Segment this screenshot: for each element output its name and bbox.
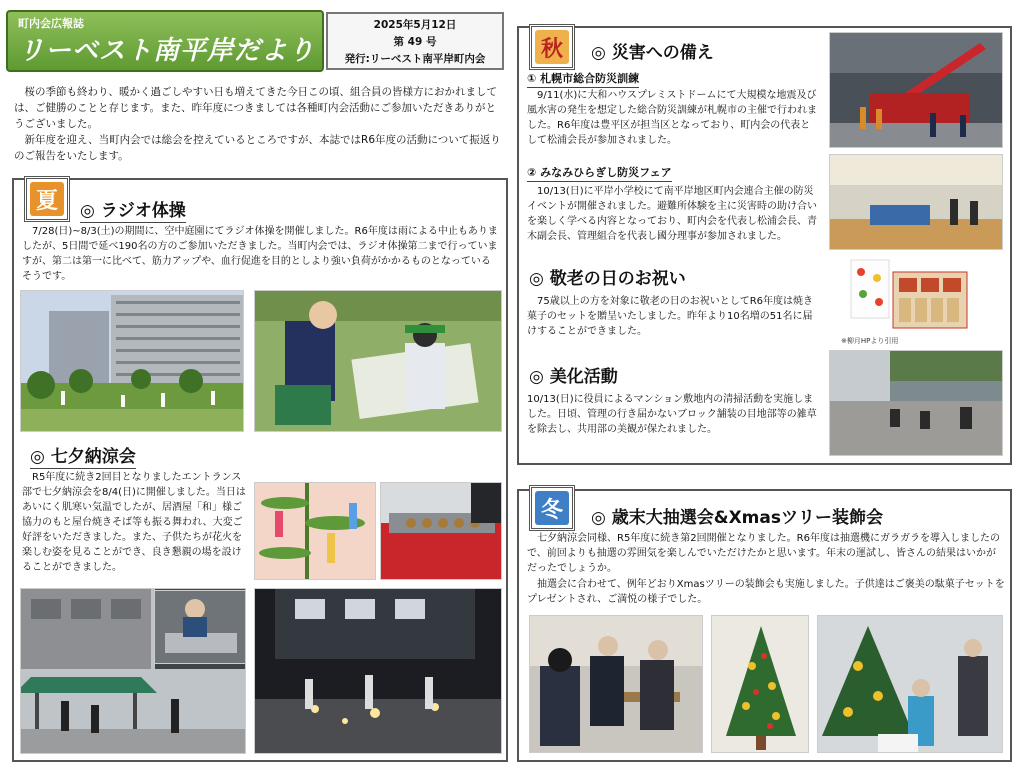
respect-gift-photo [849,254,971,336]
xmas-tree-photo [711,615,809,753]
beautify-cleaning-photo [829,350,1003,456]
radio-heading: ◎ ラジオ体操 [80,196,186,223]
tanabata-bamboo-photo [254,482,376,580]
tanabata-stall-photo [380,482,502,580]
disaster-item1-text: 9/11(水)に大和ハウスプレミストドームにて大規模な地震及び風水害の発生を想定した総合防災訓練が札幌市の主催で行われました。R6年度は豊平区が担当区となっており、町内会の代表として松浦会長が参加されました。 [527,90,817,146]
masthead-title: リーベスト南平岸だより [18,36,316,66]
tanabata-text: R5年度に続き2回目となりましたエントランス部で七夕納涼会を8/4(日)に開催しました。当日はあいにく肌寒い気温でしたが、居酒屋「和」様ご協力のもと屋台焼きそば等も振る舞われ、大変ご好評をいただきました。また、子供たちが花火を楽しむ姿を見ることができ、良き懇親の場を設けることができました。 [22,472,246,573]
lottery-heading: ◎ 歳末大抽選会&Xmasツリー装飾会 [591,508,883,528]
radio-text: 7/28(日)~8/3(土)の期間に、空中庭園にてラジオ体操を開催しました。R6年度は雨による中止もありましたが、5日間で延べ190名の方のご参加いただきました。当町内会では、ラジオ体操第二まで行っていますが、第二は第一に比べて、筋力アップや、血行促進を目的としより強い負荷がかかるものとなっているそうです。 [22,226,498,282]
radio-exercise-photo [20,290,244,432]
winter-season-badge [529,485,575,531]
respect-heading: ◎ 敬老の日のお祝い [529,269,686,289]
issue-publisher: 発行:リーベスト南平岸町内会 [344,53,486,65]
disaster-item1-title: ① 札幌市総合防災訓練 [527,70,639,88]
disaster-heading: ◎ 災害への備え [591,43,714,63]
intro-paragraph-1: 桜の季節も終わり、暖かく過ごしやすい日も増えてきた今日この頃、組合員の皆様方におかれましては、ご健勝のことと存じます。また、昨年度につきましては各種町内会活動にご参加いただきありがとうございました。 [14,86,497,130]
tanabata-cooking-photo [154,590,246,664]
lottery-text-2: 抽選会に合わせて、例年どおりXmasツリーの装飾会も実施しました。子供達はご褒美の駄菓子セットをプレゼントされ、ご満悦の様子でした。 [527,579,1005,605]
issue-number: 第 49 号 [393,36,437,48]
beautify-text: 10/13(日)に役員によるマンション敷地内の清掃活動を実施しました。日頃、管理の行き届かないブロック舗装の目地部等の雑草を除去し、共用部の美観が保たれました。 [527,394,817,435]
autumn-season-badge [529,24,575,70]
xmas-decorating-photo [817,615,1003,753]
intro-text [14,84,504,164]
beautify-heading: ◎ 美化活動 [529,367,618,387]
disaster-item2-text: 10/13(日)に平岸小学校にて南平岸地区町内会連合主催の防災イベントが開催されました。避難所体験を主に災害時の助け合いを楽しく学べる内容となっており、町内会を代表し松浦会長、青木副会長、管理組合を代表し國分理事が参加されました。 [527,186,817,242]
disaster-item2-title: ② みなみひらぎし防災フェア [527,164,672,182]
tanabata-fireworks-photo [254,588,502,754]
masthead-subtitle: 町内会広報誌 [18,17,84,30]
summer-season-badge [24,176,70,222]
autumn-panel [517,26,1012,465]
intro-paragraph-2: 新年度を迎え、当町内会では総会を控えているところですが、本誌ではR6年度の活動について振返りのご報告をいたします。 [14,134,501,162]
issue-date: 2025年5月12日 [373,19,457,31]
respect-text: 75歳以上の方を対象に敬老の日のお祝いとしてR6年度は焼き菓子のセットを贈呈いたしました。昨年より10名増の51名に届けすることができました。 [527,296,814,337]
disaster-drill-photo [829,32,1003,148]
masthead [6,10,324,72]
disaster-fair-photo [829,154,1003,250]
issue-info [326,12,504,70]
autumn-season-label: 秋 [535,30,569,64]
lottery-draw-photo [529,615,703,753]
lottery-text-1: 七夕納涼会同様、R5年度に続き第2回開催となりました。R6年度は抽選機にガラガラを導入しましたので、前回よりも抽選の雰囲気を楽しんでいただけたかと思います。年末の運試し、皆さんの結果はいかがだったでしょうか。 [527,533,1000,574]
summer-panel [12,178,508,762]
respect-photo-caption: ※柳月HPより引用 [841,337,899,345]
summer-season-label: 夏 [30,182,64,216]
radio-stamp-photo [254,290,502,432]
winter-season-label: 冬 [535,491,569,525]
tanabata-heading: ◎ 七夕納涼会 [30,442,136,469]
winter-panel [517,489,1012,762]
